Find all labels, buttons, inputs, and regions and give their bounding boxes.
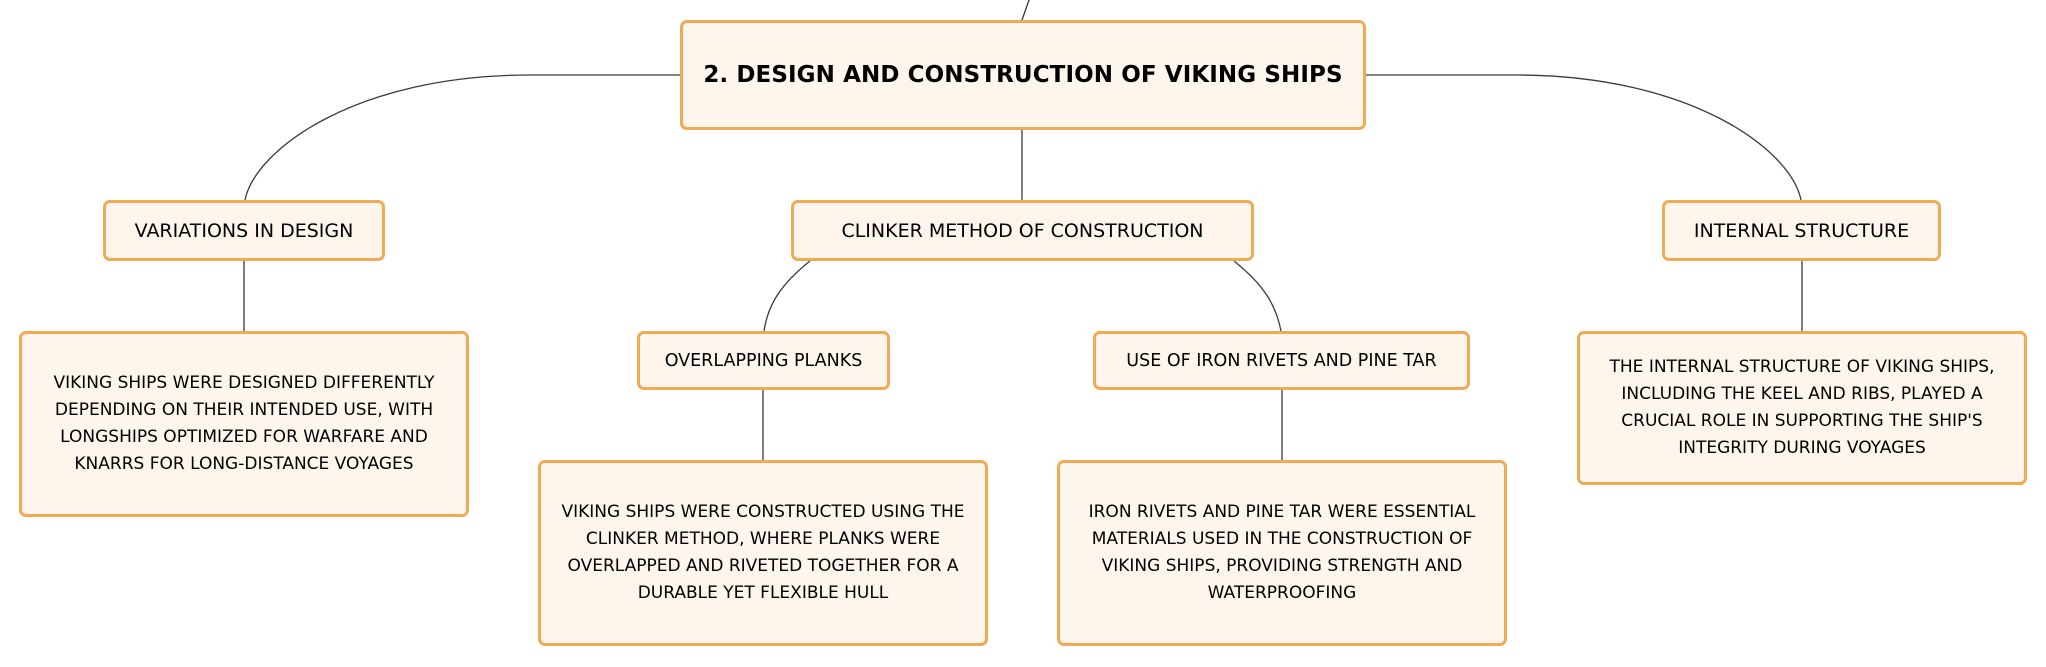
subtopic-label: USE OF IRON RIVETS AND PINE TAR xyxy=(1126,350,1437,371)
detail-text: VIKING SHIPS WERE DESIGNED DIFFERENTLY DEPENDING ON THEIR INTENDED USE, WITH LONGSHIPS OPTIMIZED FOR WARFARE AND KNARRS FOR LONG-DISTANCE VOYAGES xyxy=(53,373,435,474)
root-topic-label: 2. DESIGN AND CONSTRUCTION OF VIKING SHIPS xyxy=(703,62,1343,88)
branch-label: VARIATIONS IN DESIGN xyxy=(134,219,354,242)
branch-variations-in-design[interactable] xyxy=(103,200,385,261)
subtopic-iron-rivets-pine-tar[interactable] xyxy=(1093,331,1470,390)
root-topic-node[interactable] xyxy=(680,20,1366,130)
branch-label: INTERNAL STRUCTURE xyxy=(1693,219,1910,242)
subtopic-label: OVERLAPPING PLANKS xyxy=(664,350,863,371)
detail-text: THE INTERNAL STRUCTURE OF VIKING SHIPS, INCLUDING THE KEEL AND RIBS, PLAYED A CRUCIAL ROLE IN SUPPORTING THE SHIP'S INTEGRITY DURING VOYAGES xyxy=(1609,357,1995,458)
connector-clinker-to-rivets xyxy=(1234,261,1281,331)
connector-root-to-variations xyxy=(245,75,680,200)
branch-clinker-method[interactable] xyxy=(791,200,1254,261)
branch-internal-structure[interactable] xyxy=(1662,200,1941,261)
detail-text: VIKING SHIPS WERE CONSTRUCTED USING THE CLINKER METHOD, WHERE PLANKS WERE OVERLAPPED AND RIVETED TOGETHER FOR A DURABLE YET FLEXIBLE HULL xyxy=(561,502,965,603)
detail-variations-in-design[interactable] xyxy=(19,331,469,517)
detail-overlapping-planks[interactable] xyxy=(538,460,988,646)
connector-root-parent xyxy=(1022,0,1029,20)
detail-iron-rivets-pine-tar[interactable] xyxy=(1057,460,1507,646)
connector-root-to-internal xyxy=(1366,75,1801,200)
subtopic-overlapping-planks[interactable] xyxy=(637,331,890,390)
detail-internal-structure[interactable] xyxy=(1577,331,2027,485)
detail-text: IRON RIVETS AND PINE TAR WERE ESSENTIAL MATERIALS USED IN THE CONSTRUCTION OF VIKING SHIPS, PROVIDING STRENGTH AND WATERPROOFING xyxy=(1088,502,1476,603)
connector-clinker-to-overlapping xyxy=(764,261,810,331)
branch-label: CLINKER METHOD OF CONSTRUCTION xyxy=(841,219,1204,242)
